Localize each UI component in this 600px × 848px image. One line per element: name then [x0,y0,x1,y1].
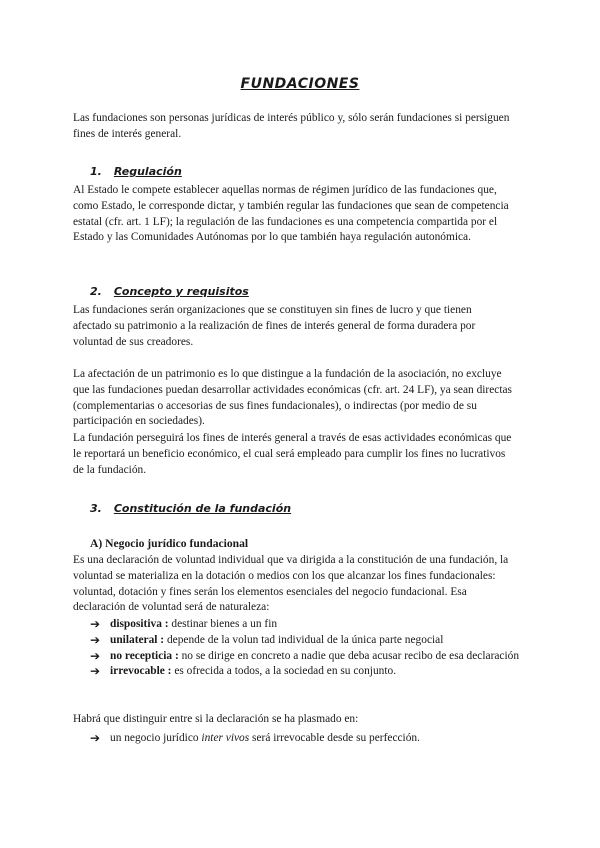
list-item-text: depende de la volun tad individual de la única parte negocial [164,633,444,646]
negocio-paragraph: Es una declaración de voluntad individual que va dirigida a la constitución de una fundación, la voluntad se materializa en la dotación o medios con los que alcanzar los fines fundacionales: voluntad, dotación y fines serán los elementos esenciales del negocio fundacional. Esa declaración de voluntad será de naturaleza: [73,554,509,614]
section-number: 2. [90,285,102,298]
list-item [90,617,520,633]
naturaleza-list [90,617,520,680]
section-heading-concepto [90,285,249,298]
latin-term: inter vivos [201,732,250,744]
list-item-term: irrevocable : [110,665,172,678]
list-item-text: es ofrecida a todos, a la sociedad en su conjunto. [171,665,397,678]
regulacion-paragraph: Al Estado le compete establecer aquellas normas de régimen jurídico de las fundaciones que, como Estado, le corresponde dictar, y también regular las fundaciones que sean de competencia estatal (cfr. art. 1 LF); la regulación de las fundaciones es una competencia compartida por el Estado y las Comunidades Autónomas por lo que también haya regulación autonómica. [73,184,509,244]
list-item [90,633,520,649]
section-heading-regulacion [90,165,182,178]
list-item-text: será irrevocable desde su perfección. [249,732,420,744]
list-item-text: destinar bienes a un fin [168,618,278,630]
section-title: Constitución de la fundación [113,502,292,515]
list-item-term: dispositiva : [110,618,169,630]
arrow-right-icon: ➔ [90,632,101,647]
list-item-text: un negocio jurídico [110,732,202,744]
section-number: 1. [90,165,102,178]
section-number: 3. [90,502,102,515]
list-item-text: no se dirige en concreto a nadie que deba acusar recibo de esa declaración [178,649,520,662]
list-item-term: no recepticia : [110,649,179,662]
list-item [90,649,520,665]
list-item [90,664,520,680]
concepto-paragraph-1: Las fundaciones serán organizaciones que se constituyen sin fines de lucro y que tienen afectado su patrimonio a la realización de fines de interés general de forma duradera por voluntad de sus creadores. [73,304,476,348]
list-item [90,731,520,747]
concepto-paragraph-3: La fundación perseguirá los fines de interés general a través de esas actividades económicas que le reportará un beneficio económico, el cual será empleado para cumplir los fines no lucrativos de la fundación. [73,432,512,476]
section-title: Concepto y requisitos [113,285,249,298]
list-item-term: unilateral : [110,633,165,646]
section-title: Regulación [113,165,182,178]
section-heading-constitucion [90,502,291,515]
closing-paragraph: Habrá que distinguir entre si la declaración se ha plasmado en: [73,713,359,725]
declaracion-list [90,731,520,747]
subheading-negocio-juridico: A) Negocio jurídico fundacional [90,537,249,550]
arrow-right-icon: ➔ [90,648,101,663]
arrow-right-icon: ➔ [90,731,101,745]
page-title: FUNDACIONES [240,76,360,92]
concepto-paragraph-2: La afectación de un patrimonio es lo que distingue a la fundación de la asociación, no excluye que las fundaciones puedan desarrollar actividades económicas (cfr. art. 24 LF), ya sean directas (complementarias o accesorias de sus fines fundacionales), o indirectas (por medio de su participación en sociedades). [73,368,512,428]
intro-paragraph: Las fundaciones son personas jurídicas de interés público y, sólo serán fundaciones si persiguen fines de interés general. [73,112,510,140]
arrow-right-icon: ➔ [90,664,101,679]
arrow-right-icon: ➔ [90,617,101,631]
